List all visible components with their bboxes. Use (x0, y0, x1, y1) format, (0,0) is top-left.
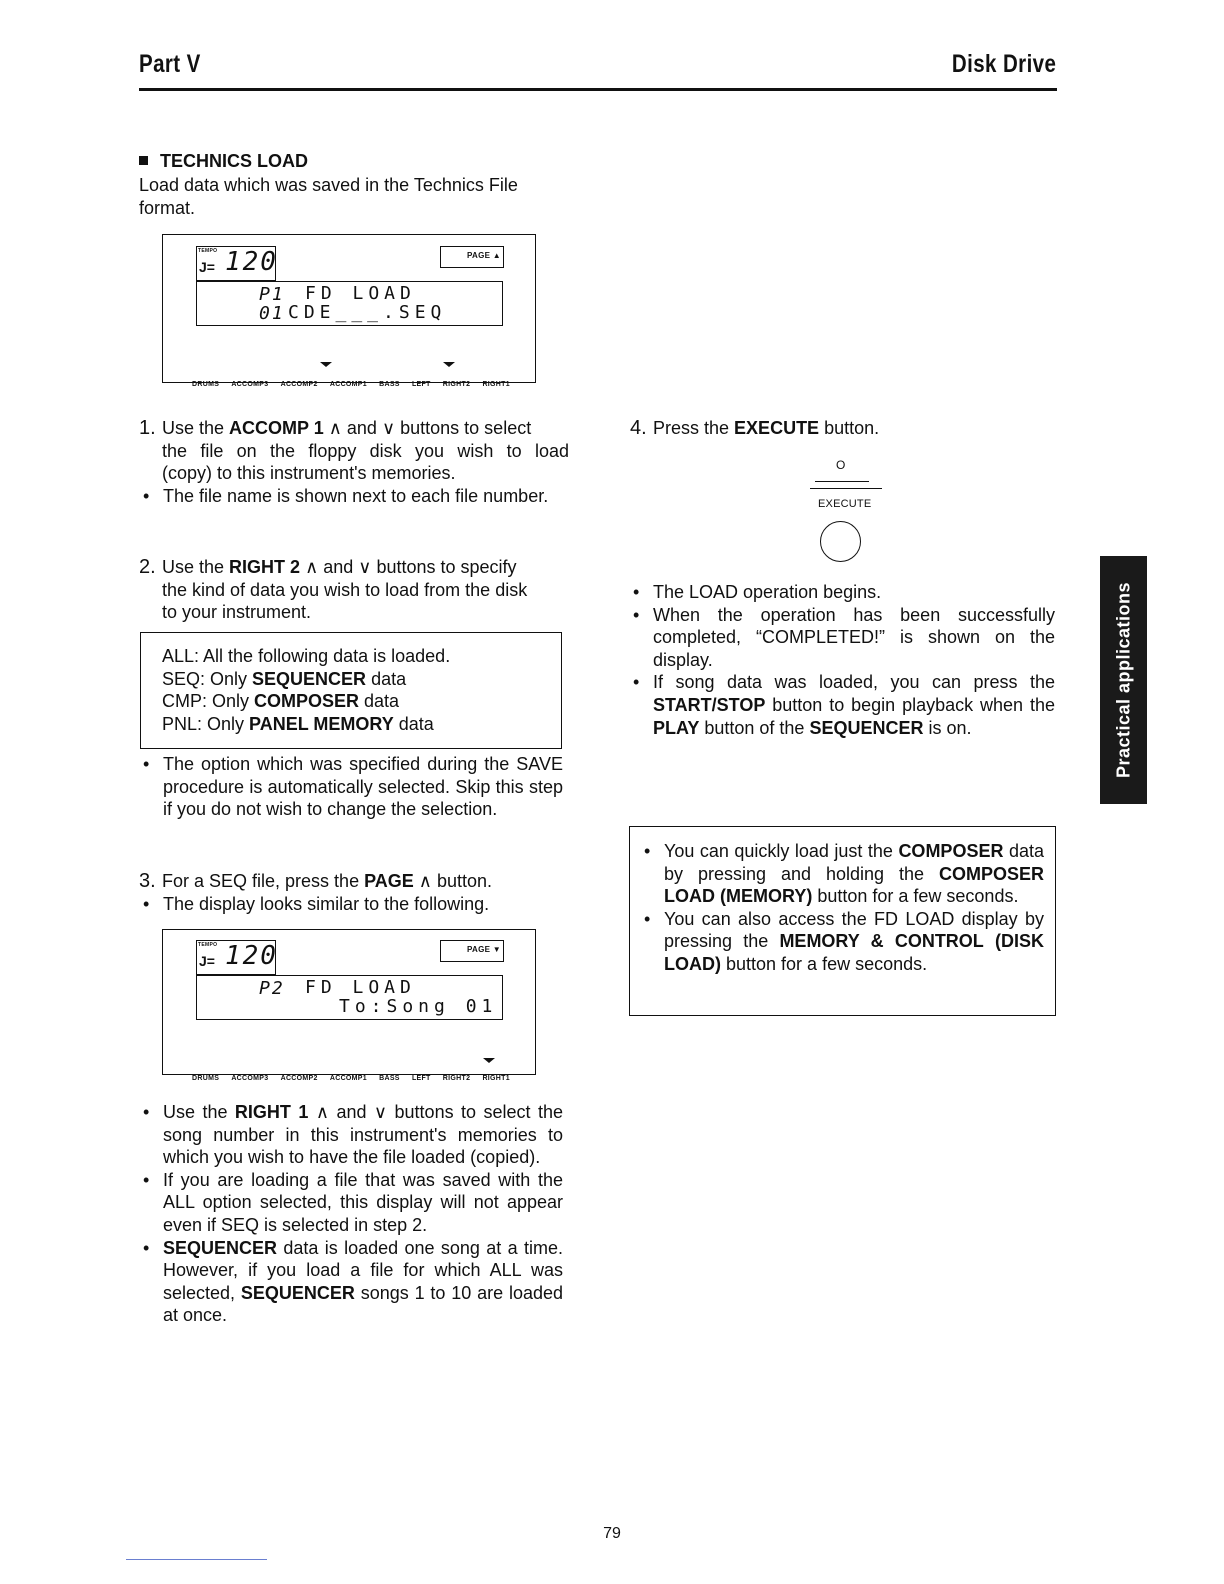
step-2-line-2: the kind of data you wish to load from the disk (162, 579, 528, 600)
page-indicator (440, 940, 504, 962)
channel-label: RIGHT1 (482, 1075, 510, 1082)
step-number: 2. (139, 556, 156, 578)
option-seq: SEQ: Only SEQUENCER data (162, 669, 407, 689)
lcd-line-1: FD LOAD (305, 977, 416, 998)
lcd-line-2: To:Song 01 (339, 996, 498, 1017)
channel-label: DRUMS (192, 381, 220, 388)
channel-label: RIGHT1 (482, 381, 510, 388)
page-label: PAGE ▲ (466, 251, 501, 260)
list-item: • The LOAD operation begins. (629, 581, 1055, 604)
lcd-main-area (196, 281, 503, 326)
lcd-display-1 (162, 234, 536, 383)
step-3-line-1: For a SEQ file, press the PAGE ∧ button. (162, 871, 492, 891)
list-item: • You can quickly load just the COMPOSER data by pressing and holding the COMPOSER LOAD (MEMORY) button for a few seconds. (640, 840, 1044, 908)
lcd-bottom-labels-2 (192, 1075, 510, 1082)
execute-label: EXECUTE (818, 498, 872, 510)
tempo-j: J= (199, 953, 215, 969)
step-3-detail-bullets (139, 1101, 563, 1327)
list-item: • You can also access the FD LOAD display by pressing the MEMORY & CONTROL (DISK LOAD) button for a few seconds. (640, 908, 1044, 976)
tempo-box (196, 940, 276, 975)
option-pnl: PNL: Only PANEL MEMORY data (162, 714, 434, 734)
page-code: P1 (259, 284, 285, 305)
section-side-tab (1100, 556, 1147, 804)
footer-rule (126, 1559, 267, 1560)
step-number: 1. (139, 417, 156, 439)
execute-rule (810, 488, 882, 489)
execute-led: O (836, 458, 846, 472)
step-4-bullets (629, 581, 1055, 739)
section-title-text: TECHNICS LOAD (160, 151, 308, 171)
page-number: 79 (603, 1525, 621, 1542)
page-label: PAGE ▼ (466, 945, 501, 954)
options-box (140, 632, 562, 749)
section-title (139, 151, 308, 172)
channel-label: LEFT (411, 381, 431, 388)
tips-box (629, 826, 1056, 1016)
list-item: • The option which was specified during the SAVE procedure is automatically selected. Skip this step if you do not wish to change the selection. (139, 753, 563, 821)
channel-label: BASS (379, 1075, 400, 1082)
list-item: • If song data was loaded, you can press the START/STOP button to begin playback when the PLAY button of the SEQUENCER is on. (629, 671, 1055, 739)
list-item: • The display looks similar to the following. (139, 893, 563, 916)
channel-label: BASS (379, 381, 400, 388)
lcd-line-2: CDE___.SEQ (288, 302, 447, 323)
list-item: • If you are loading a file that was saved with the ALL option selected, this display will not appear even if SEQ is selected in step 2. (139, 1169, 563, 1237)
channel-label: ACCOMP3 (231, 1075, 269, 1082)
channel-label: ACCOMP2 (280, 381, 318, 388)
page-code: P2 (259, 978, 285, 999)
arrow-down-icon (443, 362, 455, 367)
lcd-display-2 (162, 929, 536, 1075)
step-2 (139, 556, 569, 623)
channel-label: ACCOMP3 (231, 381, 269, 388)
square-bullet-icon (139, 156, 148, 165)
step-2-bullets (139, 753, 563, 821)
step-3 (139, 870, 569, 893)
header-part: Part V (139, 50, 201, 78)
list-item: • Use the RIGHT 1 ∧ and ∨ buttons to select the song number in this instrument's memories to which you wish to have the file loaded (copied). (139, 1101, 563, 1169)
arrow-down-icon (320, 362, 332, 367)
channel-label: ACCOMP1 (329, 381, 367, 388)
tempo-value: 120 (225, 941, 278, 971)
option-all: ALL: All the following data is loaded. (162, 646, 451, 666)
step-1-bullets (139, 485, 563, 508)
channel-label: ACCOMP1 (329, 1075, 367, 1082)
option-cmp: CMP: Only COMPOSER data (162, 691, 400, 711)
side-tab-label: Practical applications (1113, 581, 1133, 779)
channel-label: RIGHT2 (442, 381, 471, 388)
header-title: Disk Drive (951, 50, 1056, 78)
tips-list (640, 840, 1044, 976)
tempo-label: TEMPO (198, 248, 218, 254)
step-number: 4. (630, 417, 647, 439)
arrow-down-icon (483, 1058, 495, 1063)
channel-label: DRUMS (192, 1075, 220, 1082)
step-1-line-3: (copy) to this instrument's memories. (162, 463, 456, 484)
list-item: • SEQUENCER data is loaded one song at a time. However, if you load a file for which ALL was selected, SEQUENCER songs 1 to 10 are loaded at once. (139, 1237, 563, 1327)
tempo-box (196, 246, 276, 281)
list-item: • When the operation has been successfully completed, “COMPLETED!” is shown on the display. (629, 604, 1055, 672)
channel-label: ACCOMP2 (280, 1075, 318, 1082)
step-number: 3. (139, 870, 156, 892)
channel-label: RIGHT2 (442, 1075, 471, 1082)
header-rule (139, 88, 1057, 91)
step-1-line-2: the file on the floppy disk you wish to load (162, 440, 569, 461)
file-code: 01 (259, 303, 285, 324)
step-4 (630, 417, 1060, 440)
lcd-line-1: FD LOAD (305, 283, 416, 304)
tempo-value: 120 (225, 247, 278, 277)
execute-rule (815, 481, 869, 482)
step-1-line-1: Use the ACCOMP 1 ∧ and ∨ buttons to select (162, 418, 532, 438)
tempo-j: J= (199, 259, 215, 275)
page-indicator (440, 246, 504, 268)
execute-button[interactable] (820, 521, 861, 562)
step-2-line-1: Use the RIGHT 2 ∧ and ∨ buttons to specify (162, 557, 517, 577)
step-3-bullets (139, 893, 563, 916)
channel-label: LEFT (411, 1075, 431, 1082)
lcd-bottom-labels-1 (192, 381, 510, 388)
list-item: • The file name is shown next to each file number. (139, 485, 563, 508)
step-4-line-1: Press the EXECUTE button. (653, 418, 880, 438)
lcd-main-area (196, 975, 503, 1020)
step-2-line-3: to your instrument. (162, 602, 312, 623)
tempo-label: TEMPO (198, 942, 218, 948)
step-1 (139, 417, 569, 484)
section-intro: Load data which was saved in the Technics File format. (139, 175, 518, 218)
